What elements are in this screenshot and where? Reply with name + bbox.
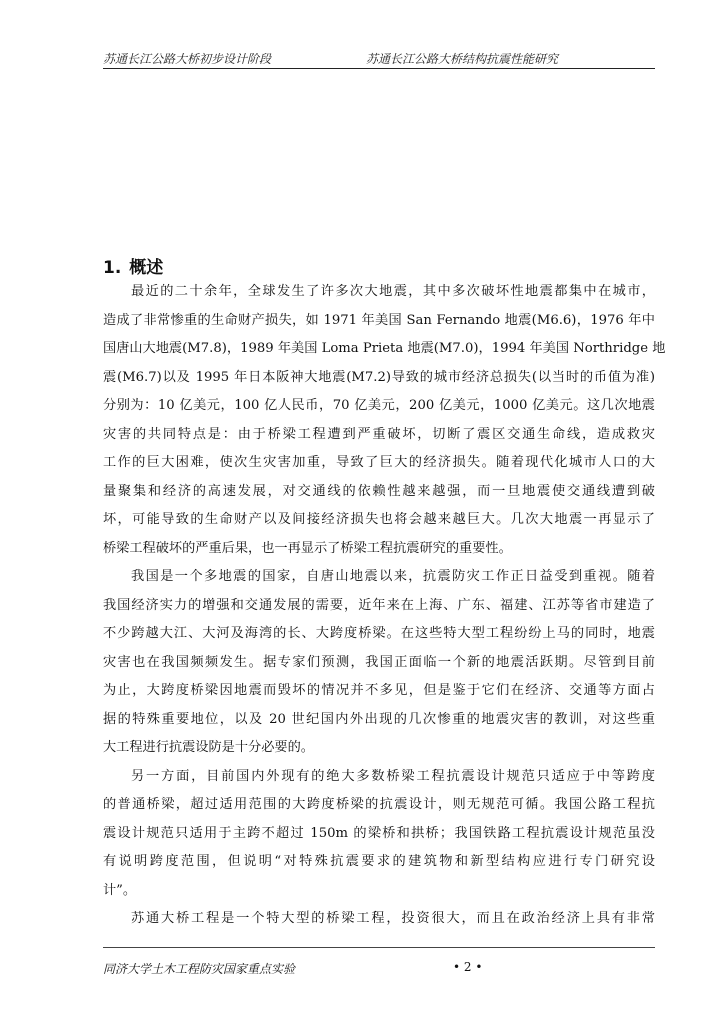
- body-line: 不少跨越大江、大河及海湾的长、大跨度桥梁。在这些特大型工程纷纷上马的同时，地震: [103, 626, 655, 641]
- body-line: 大工程进行抗震设防是十分必要的。: [103, 740, 314, 755]
- page-number: • 2 •: [453, 960, 483, 974]
- section-title: 概述: [129, 258, 164, 278]
- body-line: 分别为：10 亿美元，100 亿人民币，70 亿美元，200 亿美元，1000 亿美元。这几次地震: [103, 398, 655, 413]
- body-line: 为止，大跨度桥梁因地震而毁坏的情况并不多见，但是鉴于它们在经济、交通等方面占: [103, 683, 655, 698]
- page-header: [103, 50, 655, 69]
- body-line: 苏通大桥工程是一个特大型的桥梁工程，投资很大，而且在政治经济上具有非常: [131, 911, 655, 926]
- body-line: 据的特殊重要地位，以及 20 世纪国内外出现的几次惨重的地震灾害的教训，对这些重: [103, 712, 655, 727]
- body-line: 工作的巨大困难，使次生灾害加重，导致了巨大的经济损失。随着现代化城市人口的大: [103, 455, 655, 470]
- body-line: 坏，可能导致的生命财产以及间接经济损失也将会越来越巨大。几次大地震一再显示了: [103, 512, 655, 527]
- section-heading: [103, 253, 163, 278]
- page-footer: [103, 947, 655, 978]
- body-line: 我国是一个多地震的国家，自唐山地震以来，抗震防灾工作正日益受到重视。随着: [131, 569, 655, 584]
- footer-institution: 同济大学土木工程防灾国家重点实验: [103, 962, 296, 976]
- body-line: 灾害也在我国频频发生。据专家们预测，我国正面临一个新的地震活跃期。尽管到目前: [103, 655, 655, 670]
- body-line: 造成了非常惨重的生命财产损失，如 1971 年美国 San Fernando 地震(M6.6)，1976 年中: [103, 313, 655, 328]
- body-line: 另一方面，目前国内外现有的绝大多数桥梁工程抗震设计规范只适应于中等跨度: [131, 769, 655, 784]
- body-line: 的普通桥梁，超过适用范围的大跨度桥梁的抗震设计，则无规范可循。我国公路工程抗: [103, 797, 655, 812]
- header-left-title: 苏通长江公路大桥初步设计阶段: [103, 52, 272, 66]
- body-line: 国唐山大地震(M7.8)，1989 年美国 Loma Prieta 地震(M7.0)，1994 年美国 Northridge 地: [103, 341, 666, 356]
- body-line: 灾害的共同特点是：由于桥梁工程遭到严重破坏，切断了震区交通生命线，造成救灾: [103, 427, 655, 442]
- body-line: 计”。: [103, 883, 137, 898]
- body-line: 量聚集和经济的高速发展，对交通线的依赖性越来越强，而一旦地震使交通线遭到破: [103, 484, 655, 499]
- header-right-title: 苏通长江公路大桥结构抗震性能研究: [366, 52, 559, 66]
- body-line: 震(M6.7)以及 1995 年日本阪神大地震(M7.2)导致的城市经济总损失(以当时的币值为准): [103, 370, 655, 385]
- body-line: 桥梁工程破坏的严重后果，也一再显示了桥梁工程抗震研究的重要性。: [103, 541, 512, 556]
- body-line: 我国经济实力的增强和交通发展的需要，近年来在上海、广东、福建、江苏等省市建造了: [103, 598, 655, 613]
- section-number: 1.: [103, 258, 122, 278]
- body-line: 最近的二十余年，全球发生了许多次大地震，其中多次破坏性地震都集中在城市，: [131, 284, 655, 299]
- body-line: 震设计规范只适用于主跨不超过 150m 的梁桥和拱桥；我国铁路工程抗震设计规范虽没: [103, 826, 655, 841]
- body-line: 有说明跨度范围，但说明“对特殊抗震要求的建筑物和新型结构应进行专门研究设: [103, 854, 655, 869]
